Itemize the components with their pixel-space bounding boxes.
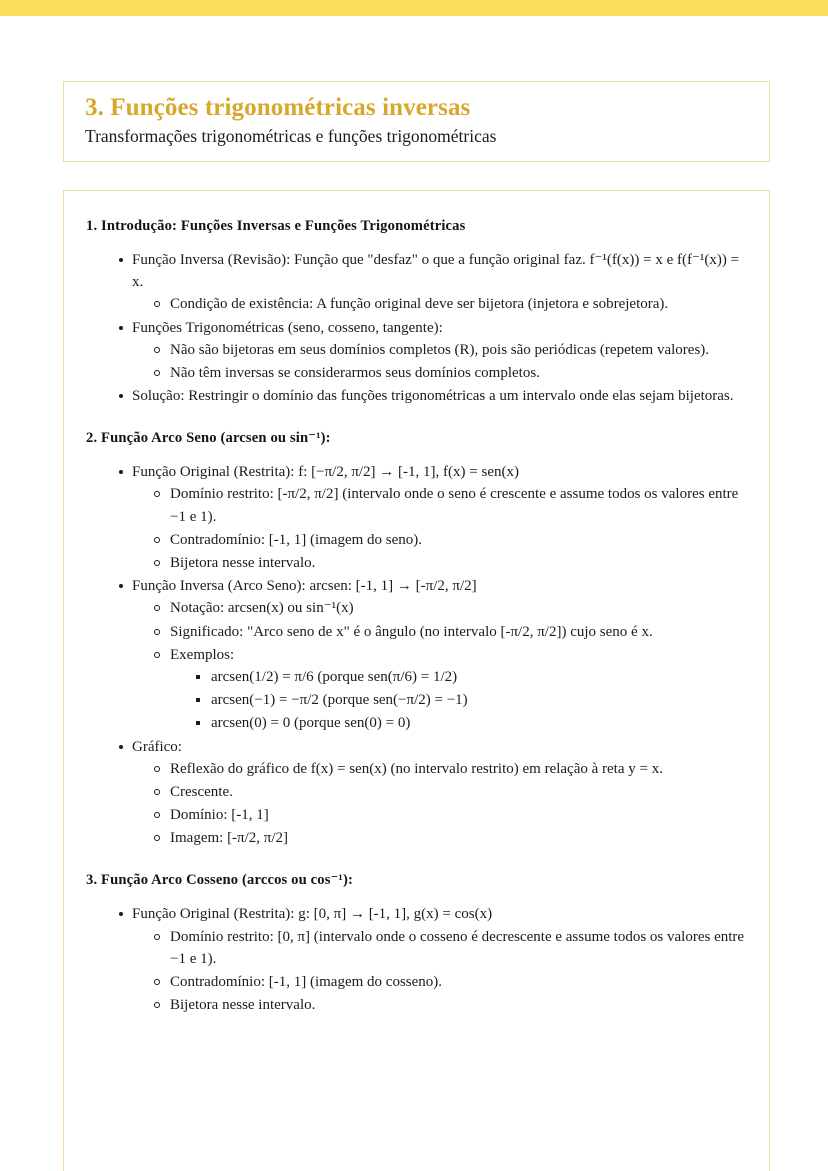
list-item — [154, 926, 747, 970]
page-subtitle: Transformações trigonométricas e funções trigonométricas — [85, 125, 497, 146]
list-item-text: arcsen(0) = 0 (porque sen(0) = 0) — [211, 712, 747, 734]
list-item — [154, 621, 747, 643]
bullet-list-level-2 — [154, 597, 747, 734]
document-header-card — [63, 81, 770, 162]
list-item — [119, 385, 747, 407]
bullet-list-level-3 — [196, 666, 747, 735]
list-item — [119, 903, 747, 1016]
list-item — [119, 317, 747, 385]
list-item — [154, 597, 747, 619]
section-body — [86, 249, 747, 407]
list-item-text: Imagem: [-π/2, π/2] — [170, 827, 747, 849]
list-item-text: Não são bijetoras em seus domínios completos (R), pois são periódicas (repetem valores). — [170, 339, 747, 361]
list-item — [154, 758, 747, 780]
list-item — [154, 994, 747, 1016]
list-item-text: Crescente. — [170, 781, 747, 803]
list-item-text: Função Original (Restrita): f: [−π/2, π/2] → [-1, 1], f(x) = sen(x) — [132, 461, 747, 483]
list-item — [154, 971, 747, 993]
list-item-text: Domínio restrito: [0, π] (intervalo onde o cosseno é decrescente e assume todos os valores entre −1 e 1). — [170, 926, 747, 970]
bullet-list-level-2 — [154, 339, 747, 384]
list-item-text: Notação: arcsen(x) ou sin⁻¹(x) — [170, 597, 747, 619]
list-item — [119, 461, 747, 574]
list-item — [154, 483, 747, 527]
list-item-text: Função Inversa (Arco Seno): arcsen: [-1, 1] → [-π/2, π/2] — [132, 575, 747, 597]
list-item-text: Não têm inversas se considerarmos seus domínios completos. — [170, 362, 747, 384]
list-item — [154, 644, 747, 735]
section — [86, 871, 747, 1016]
section-body — [86, 903, 747, 1016]
list-item-text: Contradomínio: [-1, 1] (imagem do cosseno). — [170, 971, 747, 993]
list-item-text: Solução: Restringir o domínio das funções trigonométricas a um intervalo onde elas sejam bijetoras. — [132, 385, 747, 407]
bullet-list-level-1 — [119, 249, 747, 407]
document-content-card — [63, 190, 770, 1171]
list-item-text: Exemplos: — [170, 644, 747, 666]
section — [86, 217, 747, 407]
list-item-text: Funções Trigonométricas (seno, cosseno, tangente): — [132, 317, 747, 339]
list-item-text: Reflexão do gráfico de f(x) = sen(x) (no intervalo restrito) em relação à reta y = x. — [170, 758, 747, 780]
list-item-text: Função Inversa (Revisão): Função que "desfaz" o que a função original faz. f⁻¹(f(x)) = x e f(f⁻¹(x)) = x. — [132, 249, 747, 293]
list-item — [196, 689, 747, 711]
bullet-list-level-2 — [154, 483, 747, 574]
list-item-text: Domínio restrito: [-π/2, π/2] (intervalo onde o seno é crescente e assume todos os valores entre −1 e 1). — [170, 483, 747, 527]
bullet-list-level-2 — [154, 926, 747, 1017]
list-item — [119, 736, 747, 850]
list-item — [154, 827, 747, 849]
list-item-text: arcsen(1/2) = π/6 (porque sen(π/6) = 1/2) — [211, 666, 747, 688]
list-item — [154, 293, 747, 315]
list-item — [154, 529, 747, 551]
bullet-list-level-2 — [154, 293, 747, 315]
list-item — [196, 712, 747, 734]
list-item — [154, 552, 747, 574]
list-item-text: arcsen(−1) = −π/2 (porque sen(−π/2) = −1) — [211, 689, 747, 711]
bullet-list-level-1 — [119, 461, 747, 849]
list-item-text: Condição de existência: A função original deve ser bijetora (injetora e sobrejetora). — [170, 293, 747, 315]
list-item-text: Bijetora nesse intervalo. — [170, 994, 747, 1016]
section-heading: 1. Introdução: Funções Inversas e Funções Trigonométricas — [86, 218, 466, 234]
section-heading: 3. Função Arco Cosseno (arccos ou cos⁻¹): — [86, 872, 353, 889]
page-title: 3. Funções trigonométricas inversas — [85, 94, 471, 121]
list-item-text: Domínio: [-1, 1] — [170, 804, 747, 826]
section-heading: 2. Função Arco Seno (arcsen ou sin⁻¹): — [86, 430, 331, 447]
list-item-text: Bijetora nesse intervalo. — [170, 552, 747, 574]
section-body — [86, 461, 747, 849]
list-item — [154, 339, 747, 361]
bullet-list-level-2 — [154, 758, 747, 850]
list-item — [119, 575, 747, 734]
list-item — [154, 781, 747, 803]
sections-container — [86, 217, 747, 1016]
list-item — [119, 249, 747, 316]
list-item-text: Função Original (Restrita): g: [0, π] → [-1, 1], g(x) = cos(x) — [132, 903, 747, 925]
list-item-text: Gráfico: — [132, 736, 747, 758]
list-item — [154, 804, 747, 826]
list-item-text: Significado: "Arco seno de x" é o ângulo (no intervalo [-π/2, π/2]) cujo seno é x. — [170, 621, 747, 643]
bullet-list-level-1 — [119, 903, 747, 1016]
list-item — [154, 362, 747, 384]
section — [86, 429, 747, 849]
list-item-text: Contradomínio: [-1, 1] (imagem do seno). — [170, 529, 747, 551]
list-item — [196, 666, 747, 688]
top-accent-bar — [0, 0, 828, 16]
